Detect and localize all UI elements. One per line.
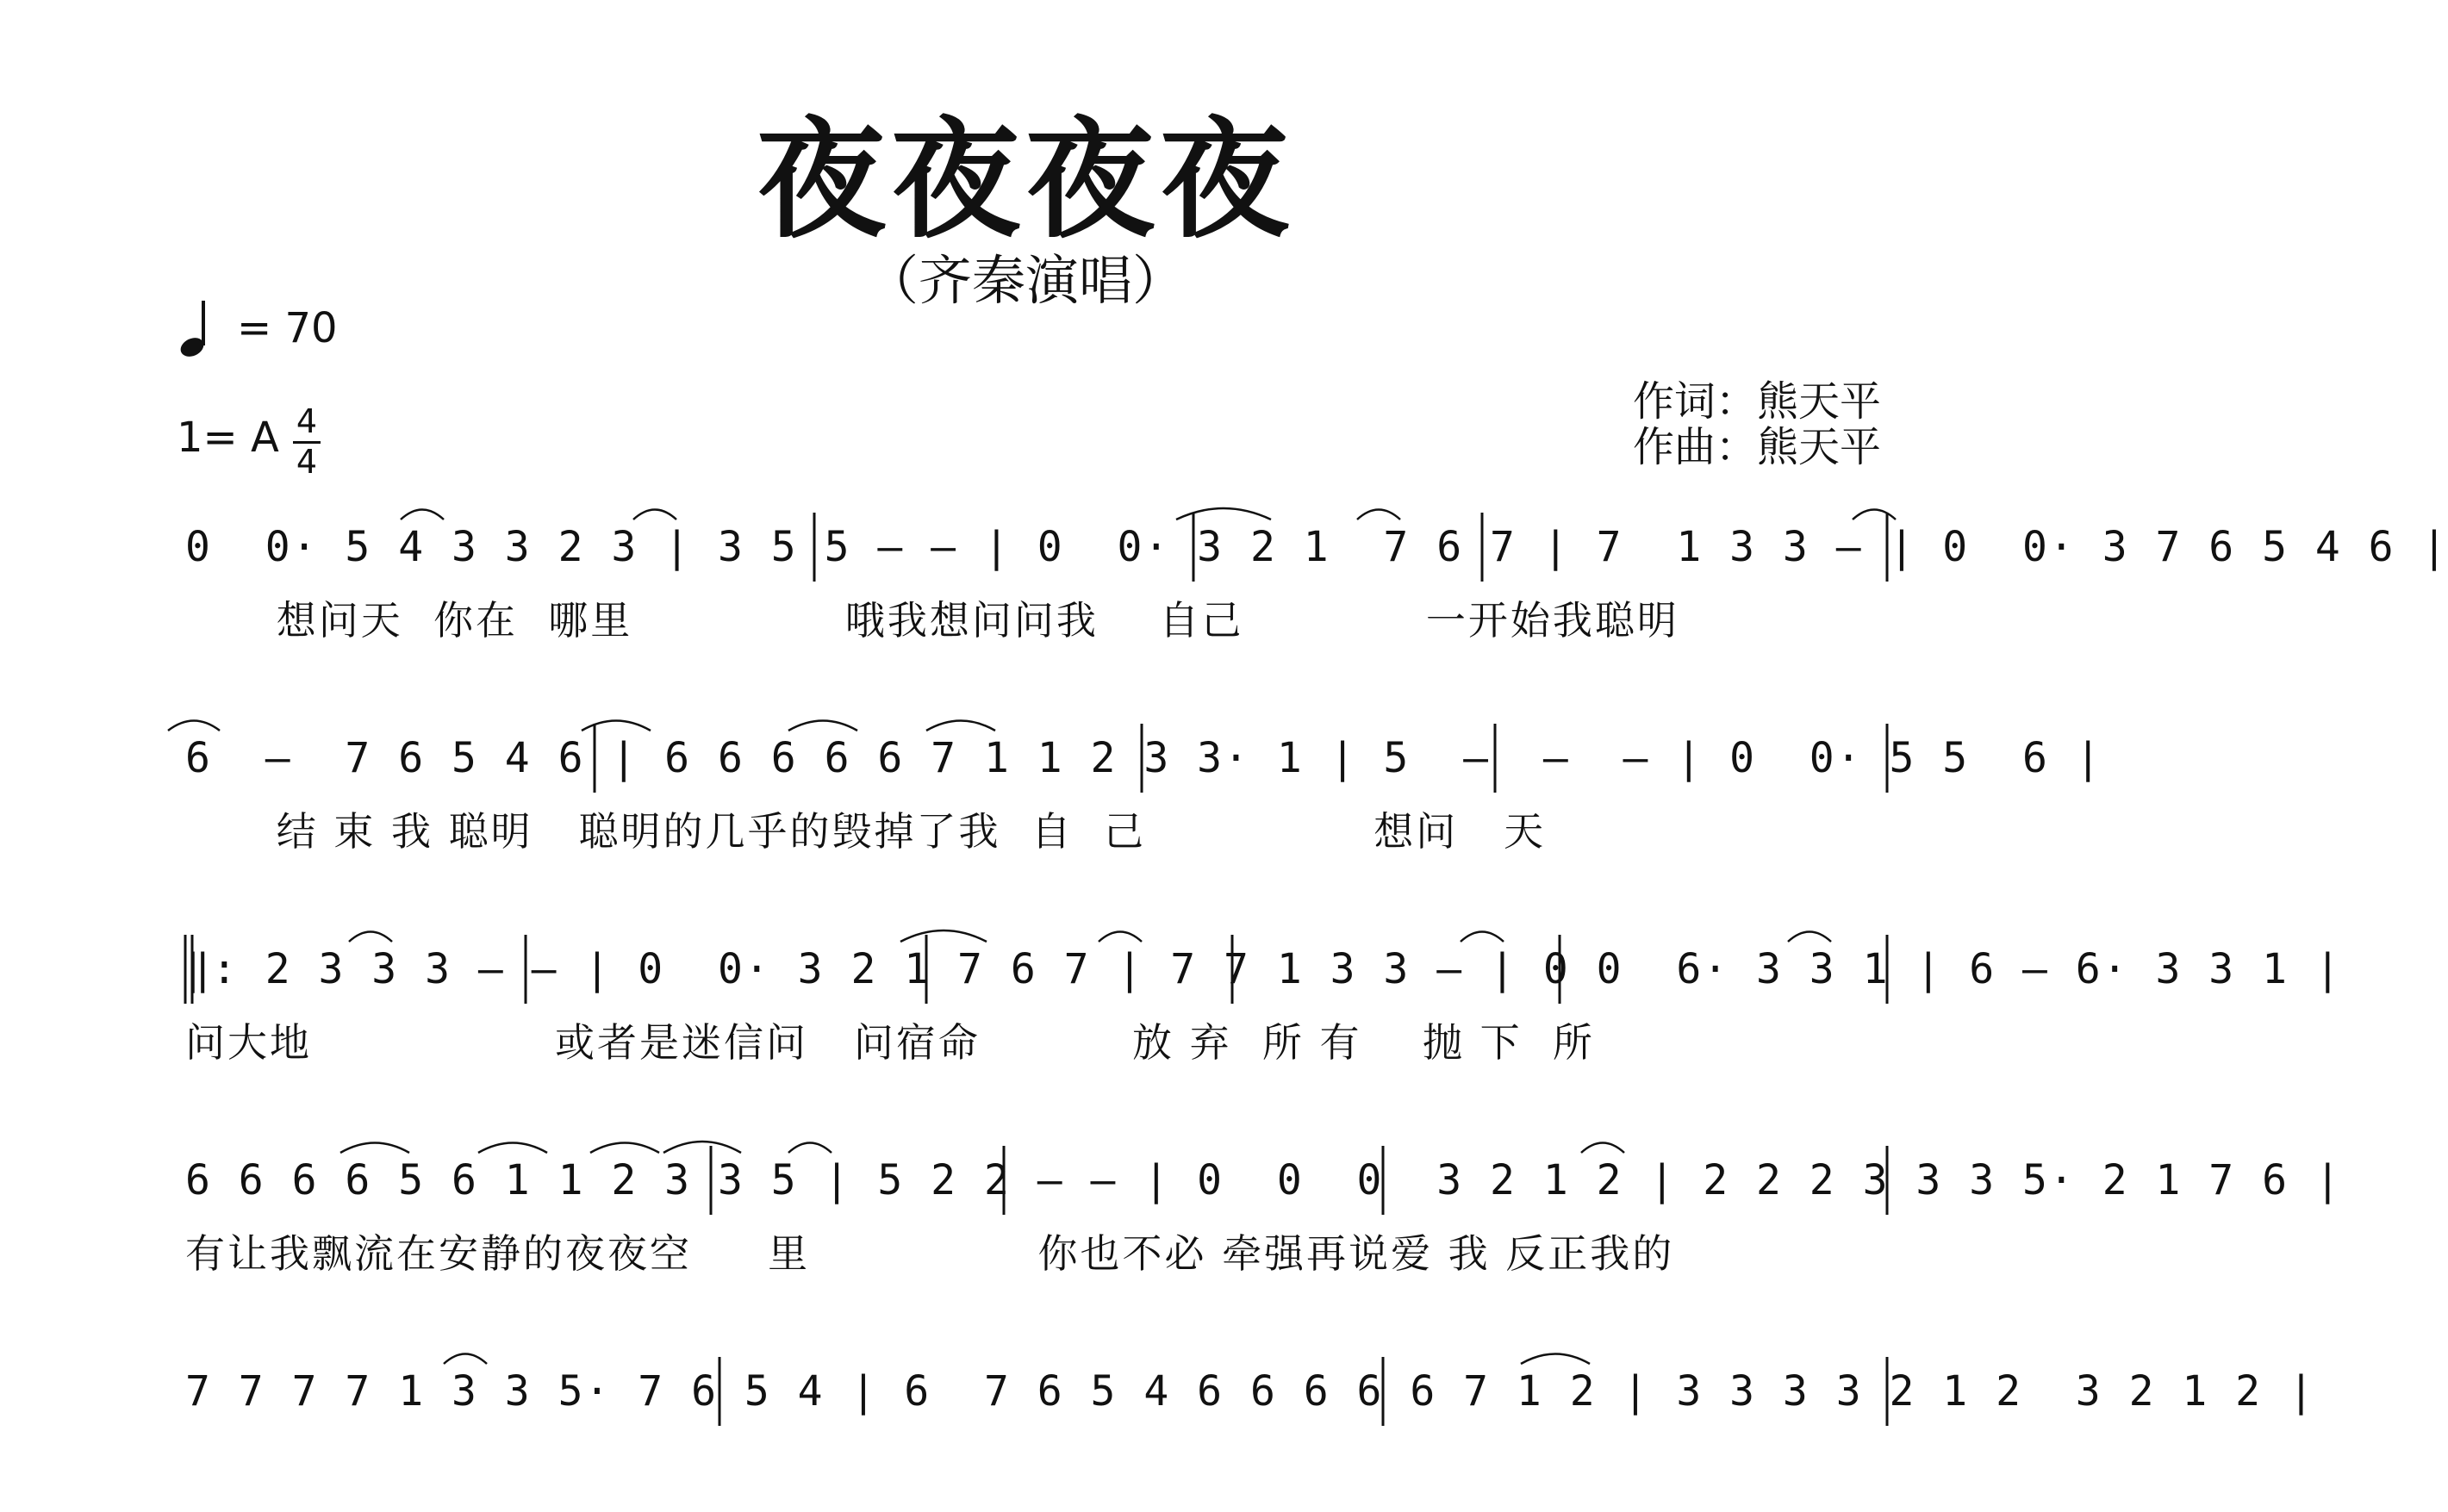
staff-5-notes: 7 7 7 7 1 3 3 5· 7 6 5 4 | 6 7 6 5 4 6 6 6 6 6 7 1 2 | 3 3 3 3 2 1 2 3 2 1 2 | [185, 1367, 2315, 1416]
staff-4-notes: 6 6 6 6 5 6 1 1 2 3 3 5 | 5 2 2 – – | 0 0 0 3 2 1 2 | 2 2 2 3 3 3 5· 2 1 7 6 | [185, 1156, 2342, 1204]
time-signature [290, 402, 324, 481]
staff-2 [185, 706, 2102, 879]
staff-3-notes: ‖: 2 3 3 3 – – | 0 0· 3 2 1 7 6 7 | 7 7 1 3 3 – | 0 0 6· 3 3 1 | 6 – 6· 3 3 1 | [185, 945, 2342, 993]
time-signature-bottom: 4 [296, 442, 318, 481]
staff-1 [185, 495, 2448, 668]
tempo-value: = 70 [237, 304, 338, 352]
staff-3 [185, 918, 2342, 1090]
lyricist: 作词：熊天平 [1633, 377, 1882, 426]
staff-5 [185, 1340, 2315, 1512]
staff-1-notes: 0 0· 5 4 3 3 2 3 | 3 5 5 – – | 0 0· 3 2 1 7 6 7 | 7 1 3 3 – | 0 0· 3 7 6 5 4 6 | [185, 523, 2448, 571]
composer: 作曲：熊天平 [1633, 422, 1882, 471]
quarter-note-icon [177, 297, 211, 358]
staff-3-lyrics: 问大地 或者是迷信问 问宿命 放 弃 所 有 抛 下 所 [185, 1019, 1595, 1066]
key-signature: 1= A [177, 414, 279, 462]
credits [1633, 379, 1881, 470]
time-signature-top: 4 [296, 402, 318, 440]
song-subtitle: （齐秦演唱） [864, 249, 1186, 312]
staff-1-lyrics: 想问天 你在 哪里 哦我想问问我 自己 一开始我聪明 [185, 597, 1679, 644]
staff-4-lyrics: 有让我飘流在安静的夜夜空 里 你也不必 牵强再说爱 我 反正我的 [185, 1230, 1675, 1277]
staff-2-lyrics: 结 束 我 聪明 聪明的几乎的毁掉了我 自 己 想问 天 [185, 808, 1547, 855]
staff-2-notes: 6 – 7 6 5 4 6 | 6 6 6 6 6 7 1 1 2 3 3· 1 | 5 – – – | 0 0· 5 5 6 | [185, 734, 2102, 782]
song-title: 夜夜夜夜 [756, 106, 1294, 256]
staff-4 [185, 1129, 2342, 1301]
